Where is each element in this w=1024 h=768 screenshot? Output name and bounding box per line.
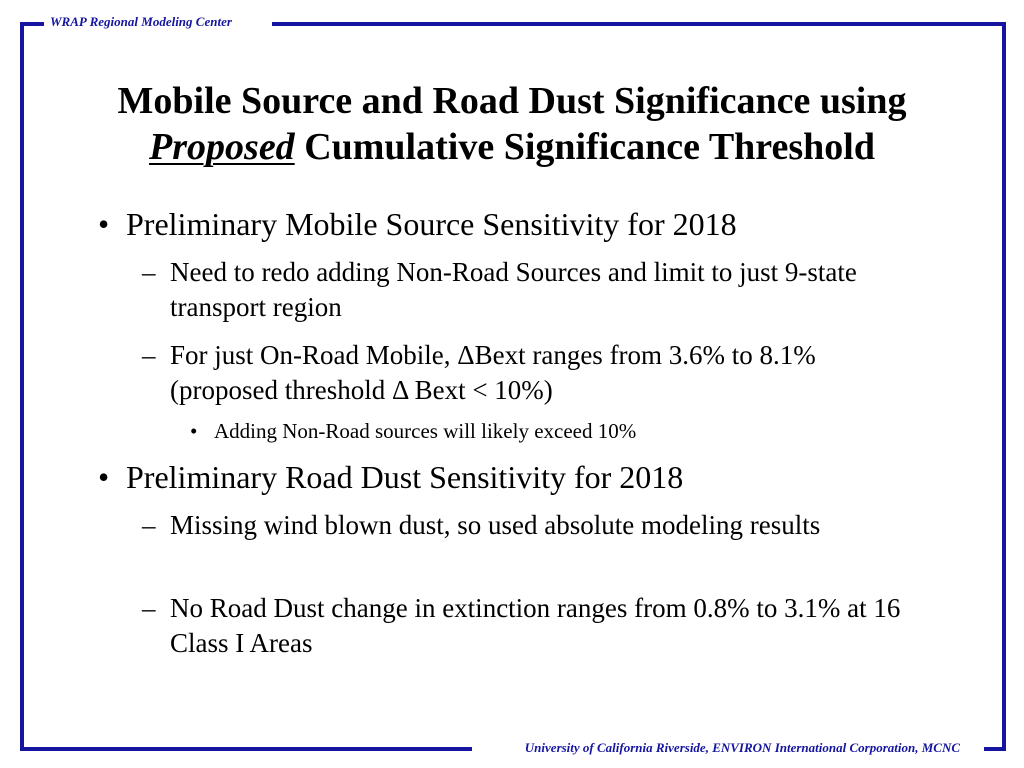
sub-bullet-marker: –	[142, 257, 156, 287]
frame-top-line	[272, 22, 1006, 26]
slide-title	[40, 78, 984, 170]
title-line-2-rest: Cumulative Significance Threshold	[294, 126, 875, 168]
sub-sub-bullet-text: Adding Non-Road sources will likely exceed 10%	[214, 419, 637, 443]
bullet-marker: •	[98, 459, 110, 495]
frame-bottom-line	[20, 747, 472, 751]
bullet-marker: •	[98, 206, 110, 242]
sub-bullet-text: Need to redo adding Non-Road Sources and limit to just 9-state transport region	[170, 257, 857, 322]
sub-sub-bullet-marker: •	[190, 419, 198, 443]
bullet-text: Preliminary Road Dust Sensitivity for 2018	[126, 459, 684, 495]
header-organization: WRAP Regional Modeling Center	[50, 14, 232, 29]
sub-bullet-text: No Road Dust change in extinction ranges from 0.8% to 3.1% at 16 Class I Areas	[170, 593, 901, 658]
bullet-text: Preliminary Mobile Source Sensitivity for 2018	[126, 206, 737, 242]
sub-bullet-marker: –	[142, 593, 156, 623]
frame-left-line	[20, 22, 24, 751]
sub-bullet-text: For just On-Road Mobile, ΔBext ranges from 3.6% to 8.1% (proposed threshold Δ Bext < 10%)	[170, 340, 816, 405]
title-emphasis: Proposed	[149, 126, 295, 168]
frame-right-line	[1002, 22, 1006, 751]
frame-bottom-right-tick	[984, 747, 1006, 751]
sub-bullet-text: Missing wind blown dust, so used absolute modeling results	[170, 510, 821, 540]
sub-bullet-marker: –	[142, 340, 156, 370]
title-line-1: Mobile Source and Road Dust Significance using	[117, 80, 907, 122]
footer-credit: University of California Riverside, ENVIRON International Corporation, MCNC	[524, 740, 960, 755]
title-line-2	[40, 124, 984, 170]
sub-bullet-marker: –	[142, 510, 156, 540]
